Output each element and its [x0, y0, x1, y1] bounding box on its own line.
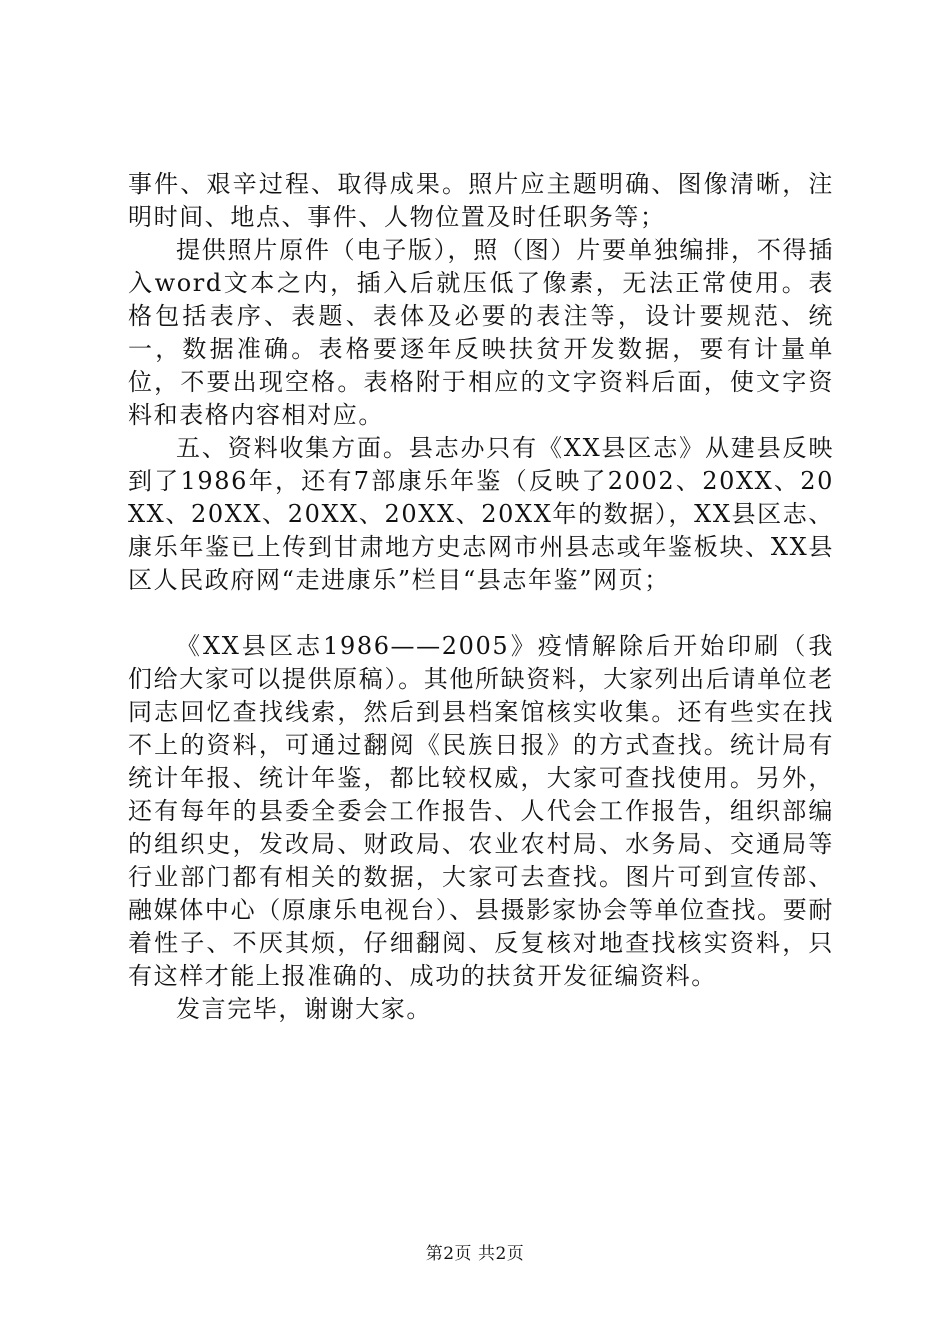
document-body [128, 168, 834, 1026]
paragraph-sources: 《XX县区志1986——2005》疫情解除后开始印刷（我们给大家可以提供原稿）。其他所缺资料，大家列出后请单位老同志回忆查找线索，然后到县档案馆核实收集。还有些实在找不上的资料，可通过翻阅《民族日报》的方式查找。统计局有统计年报、统计年鉴，都比较权威，大家可查找使用。另外，还有每年的县委全委会工作报告、人代会工作报告，组织部编的组织史，发改局、财政局、农业农村局、水务局、交通局等行业部门都有相关的数据，大家可去查找。图片可到宣传部、融媒体中心（原康乐电视台）、县摄影家协会等单位查找。要耐着性子、不厌其烦，仔细翻阅、反复核对地查找核实资料，只有这样才能上报准确的、成功的扶贫开发征编资料。 [128, 632, 834, 990]
paragraph-closing: 发言完毕，谢谢大家。 [176, 995, 432, 1023]
paragraph-data-collection: 五、资料收集方面。县志办只有《XX县区志》从建县反映到了1986年，还有7部康乐年鉴（反映了2002、20XX、20XX、20XX、20XX、20XX、20XX年的数据），XX县区志、康乐年鉴已上传到甘肃地方史志网市州县志或年鉴板块、XX县区人民政府网“走进康乐”栏目“县志年鉴”网页； [128, 434, 834, 594]
paragraph-continuation: 事件、艰辛过程、取得成果。照片应主题明确、图像清晰，注明时间、地点、事件、人物位置及时任职务等； [128, 170, 834, 231]
paragraph-photo-requirements: 提供照片原件（电子版），照（图）片要单独编排，不得插入word文本之内，插入后就压低了像素，无法正常使用。表格包括表序、表题、表体及必要的表注等，设计要规范、统一，数据准确。表格要逐年反映扶贫开发数据，要有计量单位，不要出现空格。表格附于相应的文字资料后面，使文字资料和表格内容相对应。 [128, 236, 834, 429]
paragraph-gap [128, 597, 834, 630]
page-footer: 第2页 共2页 [425, 1244, 525, 1264]
